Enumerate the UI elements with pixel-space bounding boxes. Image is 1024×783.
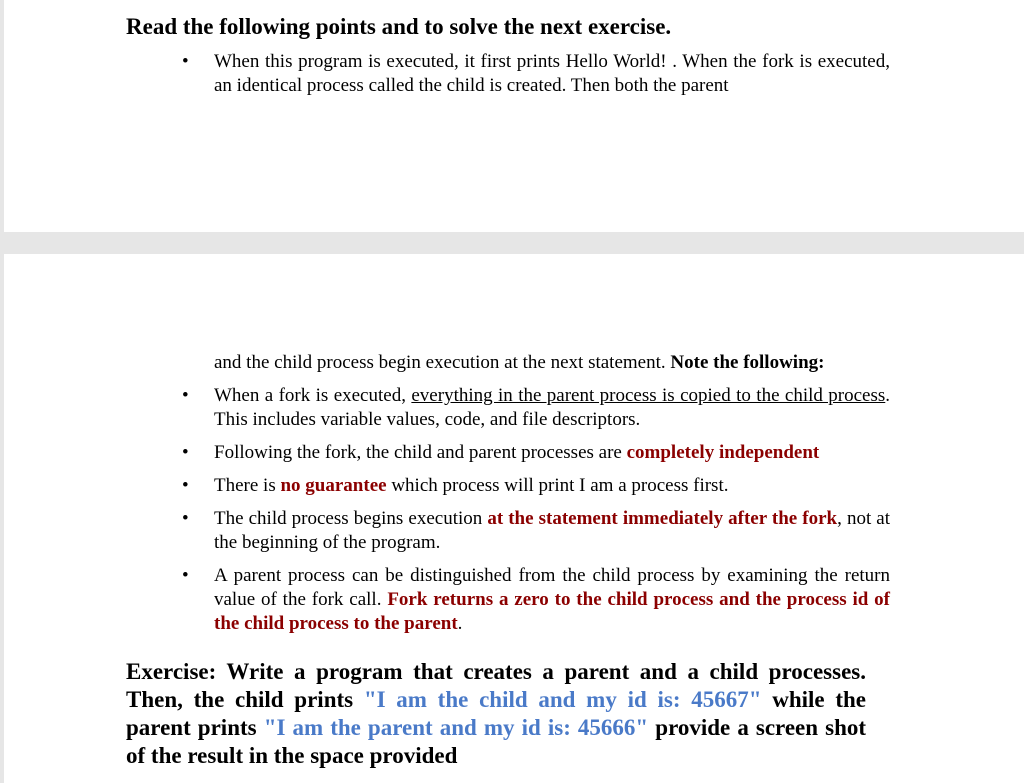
bullet3-pre: Following the fork, the child and parent processes are — [214, 442, 622, 463]
bullet-text — [214, 384, 890, 432]
bullet-dot: • — [182, 565, 189, 586]
bullet1-text-part1: When this program is executed, it first prints Hello World! . When the fork is executed, an identical process called the child is created. Then both the parent — [214, 51, 890, 96]
bullet2-underlined: everything in the parent process is copied to the child process — [411, 385, 886, 406]
bullet5-emphasis: at the statement immediately after the fork — [487, 508, 838, 529]
bullet5-post: , not at the beginning of the program. — [214, 508, 891, 553]
bullet6-emphasis: Fork returns a zero to the child process and the process id of the child process to the parent — [214, 589, 890, 634]
bullet4-pre: There is — [214, 475, 276, 496]
bullet-text — [214, 564, 890, 636]
bullet-dot: • — [182, 51, 189, 72]
bullet4-emphasis: no guarantee — [280, 475, 387, 496]
bullet4-post: which process will print I am a process first. — [391, 475, 729, 496]
bullet-text — [214, 507, 890, 555]
bullet2-post: . This includes variable values, code, and file descriptors. — [214, 385, 891, 430]
exercise-child-quote: "I am the child and my id is: 45667" — [363, 687, 762, 712]
note-label: Note the following: — [670, 352, 825, 373]
page-heading: Read the following points and to solve the next exercise. — [126, 14, 672, 39]
bullet3-emphasis: completely independent — [626, 442, 820, 463]
bullet-text — [214, 50, 890, 98]
bullet2-pre: When a fork is executed, — [214, 385, 406, 406]
bullet6-post: . — [457, 613, 463, 634]
bullet6-pre: A parent process can be distinguished from the child process by examining the return value of the fork call. — [214, 565, 890, 610]
bullet-dot: • — [182, 508, 189, 529]
exercise-mid: while the parent prints — [126, 687, 867, 740]
exercise-post: provide a screen shot of the result in the space provided — [126, 715, 867, 768]
bullet-dot: • — [182, 475, 189, 496]
bullet-text — [214, 474, 890, 498]
exercise-pre: Exercise: Write a program that creates a parent and a child processes. Then, the child prints — [126, 659, 866, 712]
bullet-dot: • — [182, 442, 189, 463]
document-page-1 — [4, 0, 1024, 232]
bullet-continuation — [214, 351, 890, 375]
bullet1-text-part2: and the child process begin execution at the next statement. — [214, 352, 666, 373]
exercise-paragraph — [126, 658, 866, 770]
bullet5-pre: The child process begins execution — [214, 508, 483, 529]
exercise-parent-quote: "I am the parent and my id is: 45666" — [263, 715, 649, 740]
document-page-2 — [4, 254, 1024, 783]
bullet-dot: • — [182, 385, 189, 406]
bullet-text — [214, 441, 890, 465]
